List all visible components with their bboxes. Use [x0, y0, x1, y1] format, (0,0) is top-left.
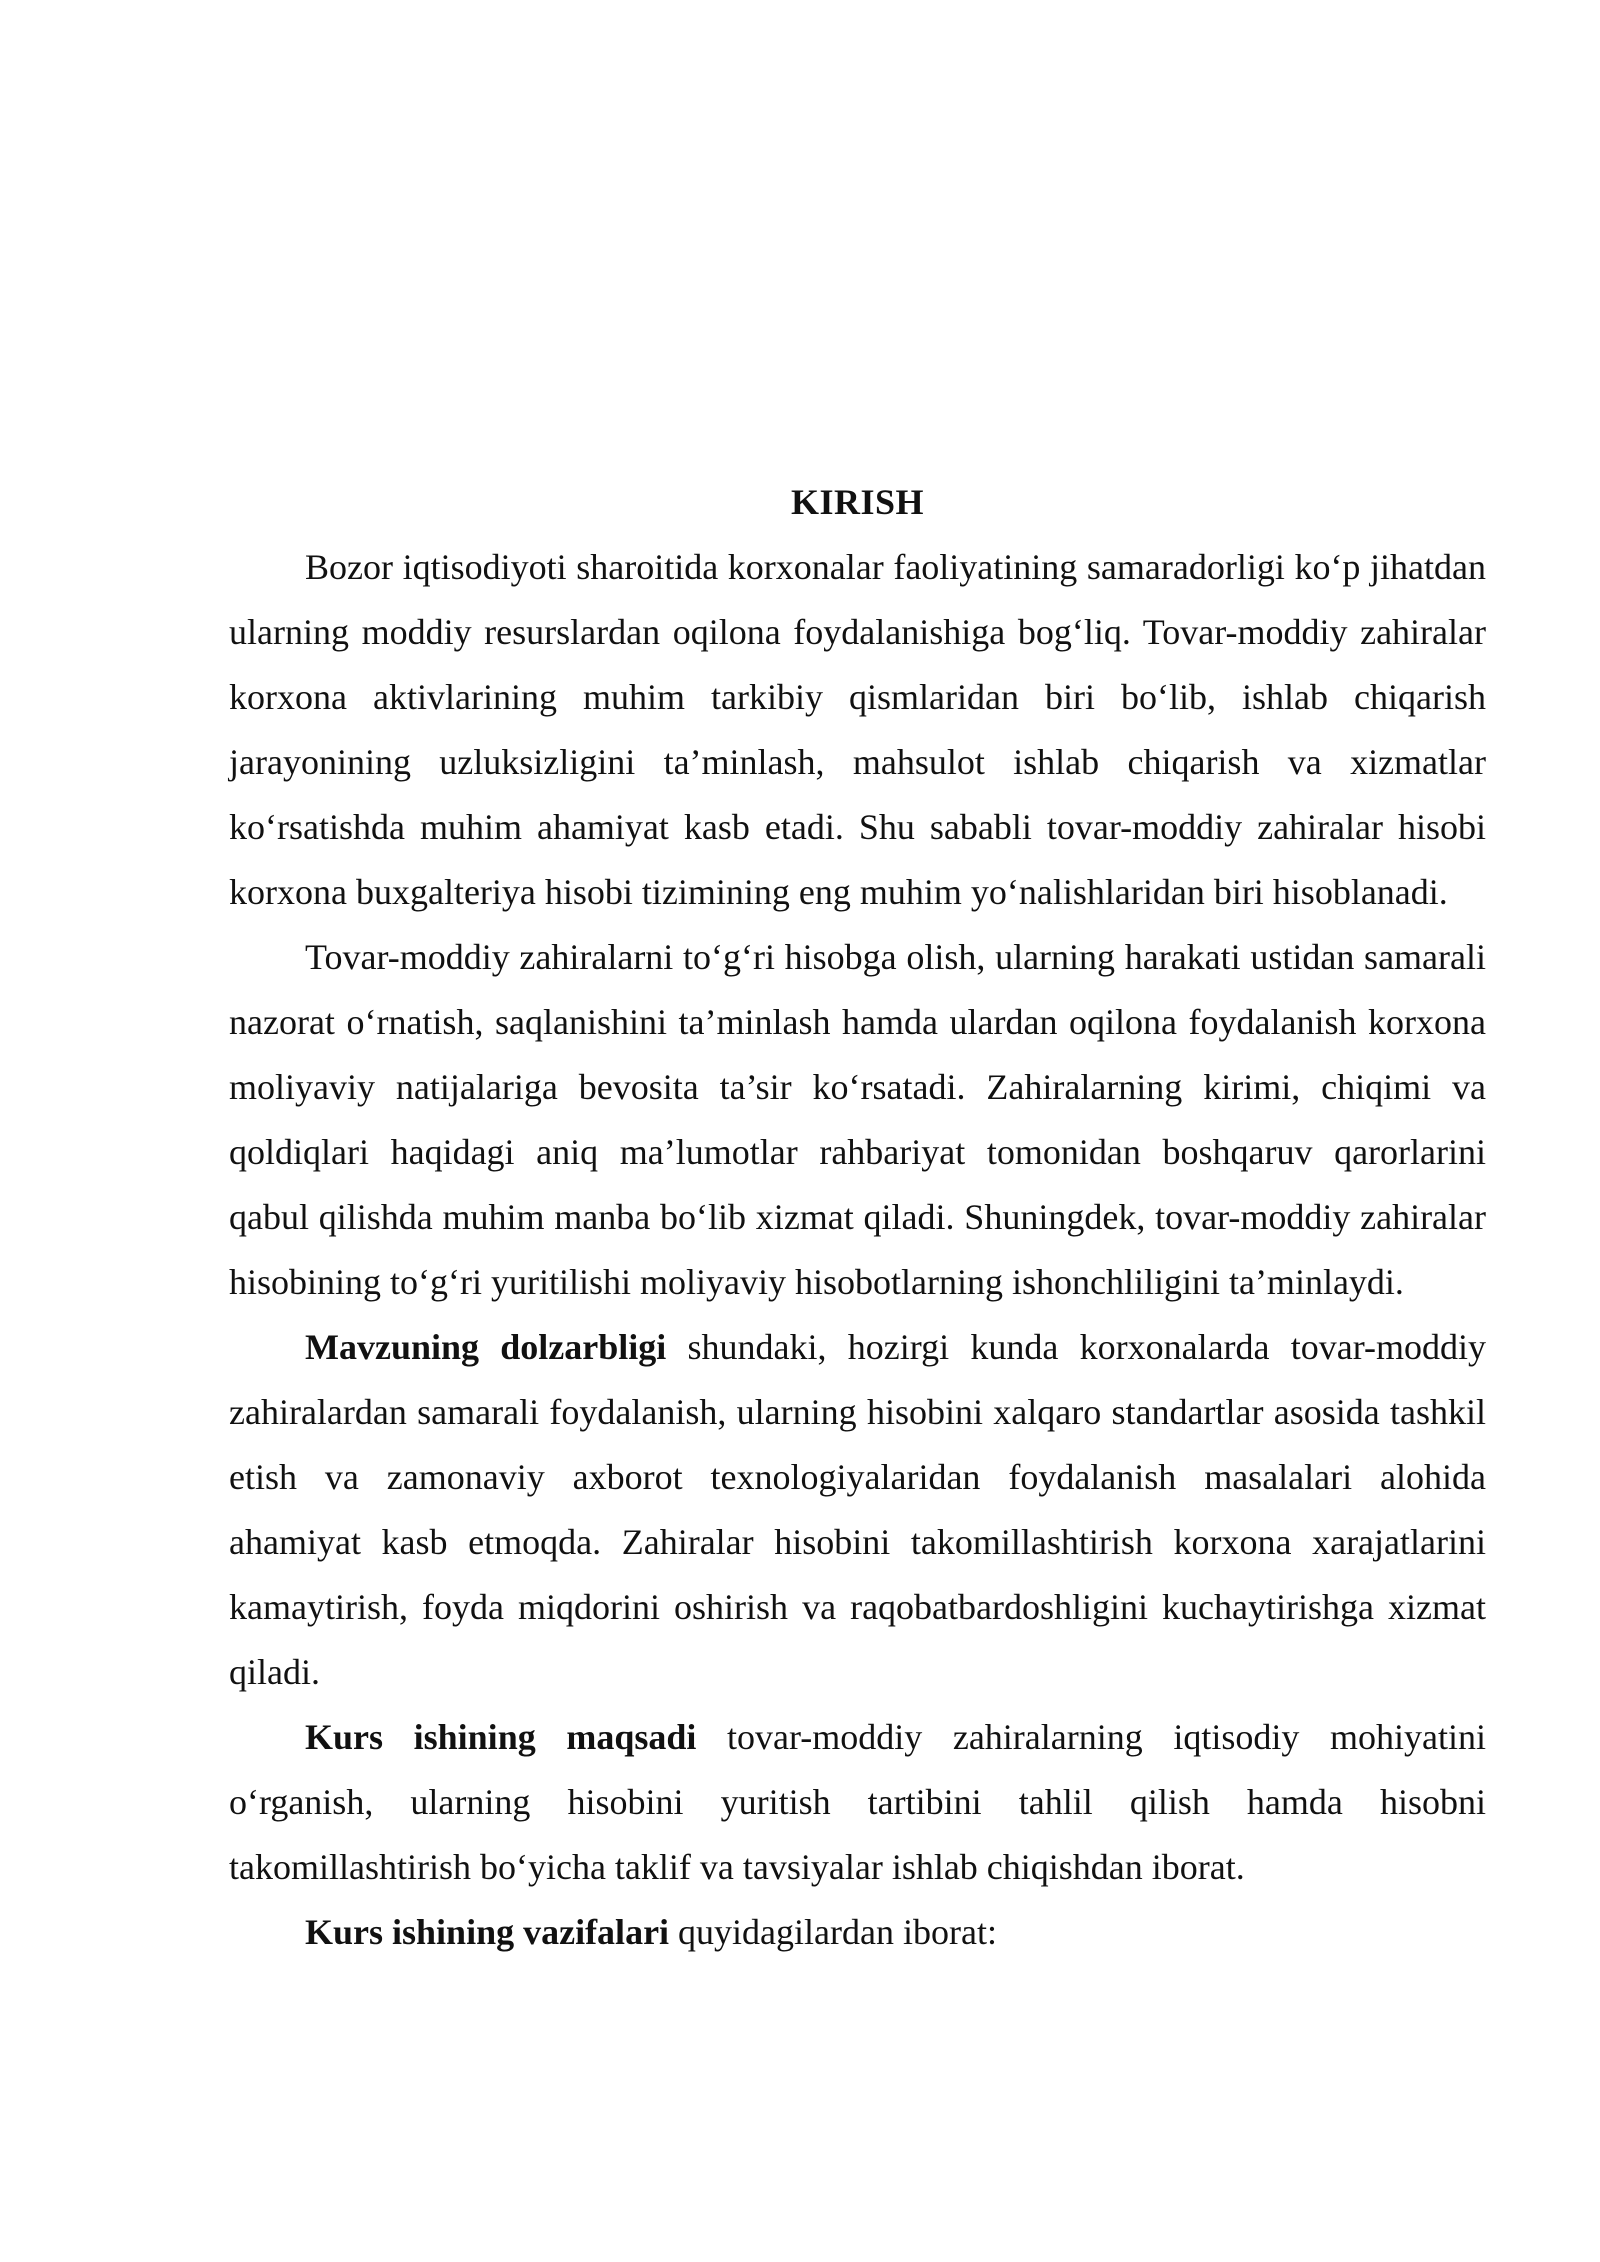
paragraph-relevance	[229, 1315, 1486, 1705]
paragraph-bold-lead: Mavzuning dolzarbligi	[305, 1327, 667, 1367]
paragraph-text: shundaki, hozirgi kunda korxonalarda tovar-moddiy zahiralardan samarali foydalanish, ularning hisobini xalqaro standartlar asosida tashkil etish va zamonaviy axborot texnologiyalaridan foydalanish masalalari alohida ahamiyat kasb etmoqda. Zahiralar hisobini takomillashtirish korxona xarajatlarini kamaytirish, foyda miqdorini oshirish va raqobatbardoshligini kuchaytirishga xizmat qiladi.	[229, 1327, 1487, 1692]
paragraph-bold-lead: Kurs ishining maqsadi	[305, 1717, 697, 1757]
paragraph-text: tovar-moddiy zahiralarning iqtisodiy mohiyatini o‘rganish, ularning hisobini yuritish tartibini tahlil qilish hamda hisobni takomillashtirish bo‘yicha taklif va tavsiyalar ishlab chiqishdan iborat.	[229, 1717, 1486, 1887]
paragraph-text: quyidagilardan iborat:	[669, 1912, 997, 1952]
paragraph-intro	[229, 535, 1486, 925]
paragraph-bold-lead: Kurs ishining vazifalari	[305, 1912, 670, 1952]
section-heading: KIRISH	[790, 482, 925, 522]
paragraph-tasks	[229, 1900, 1486, 1965]
page-content	[229, 470, 1486, 1965]
paragraph-text: Bozor iqtisodiyoti sharoitida korxonalar faoliyatining samaradorligi ko‘p jihatdan ularning moddiy resurslardan oqilona foydalanishiga bog‘liq. Tovar-moddiy zahiralar korxona aktivlarining muhim tarkibiy qismlaridan biri bo‘lib, ishlab chiqarish jarayonining uzluksizligini ta’minlash, mahsulot ishlab chiqarish va xizmatlar ko‘rsatishda muhim ahamiyat kasb etadi. Shu sababli tovar-moddiy zahiralar hisobi korxona buxgalteriya hisobi tizimining eng muhim yo‘nalishlaridan biri hisoblanadi.	[229, 547, 1486, 912]
paragraph-accounting	[229, 925, 1486, 1315]
paragraph-text: Tovar-moddiy zahiralarni to‘g‘ri hisobga olish, ularning harakati ustidan samarali nazorat o‘rnatish, saqlanishini ta’minlash hamda ulardan oqilona foydalanish korxona moliyaviy natijalariga bevosita ta’sir ko‘rsatadi. Zahiralarning kirimi, chiqimi va qoldiqlari haqidagi aniq ma’lumotlar rahbariyat tomonidan boshqaruv qarorlarini qabul qilishda muhim manba bo‘lib xizmat qiladi. Shuningdek, tovar-moddiy zahiralar hisobining to‘g‘ri yuritilishi moliyaviy hisobotlarning ishonchliligini ta’minlaydi.	[229, 937, 1486, 1302]
paragraph-goal	[229, 1705, 1486, 1900]
